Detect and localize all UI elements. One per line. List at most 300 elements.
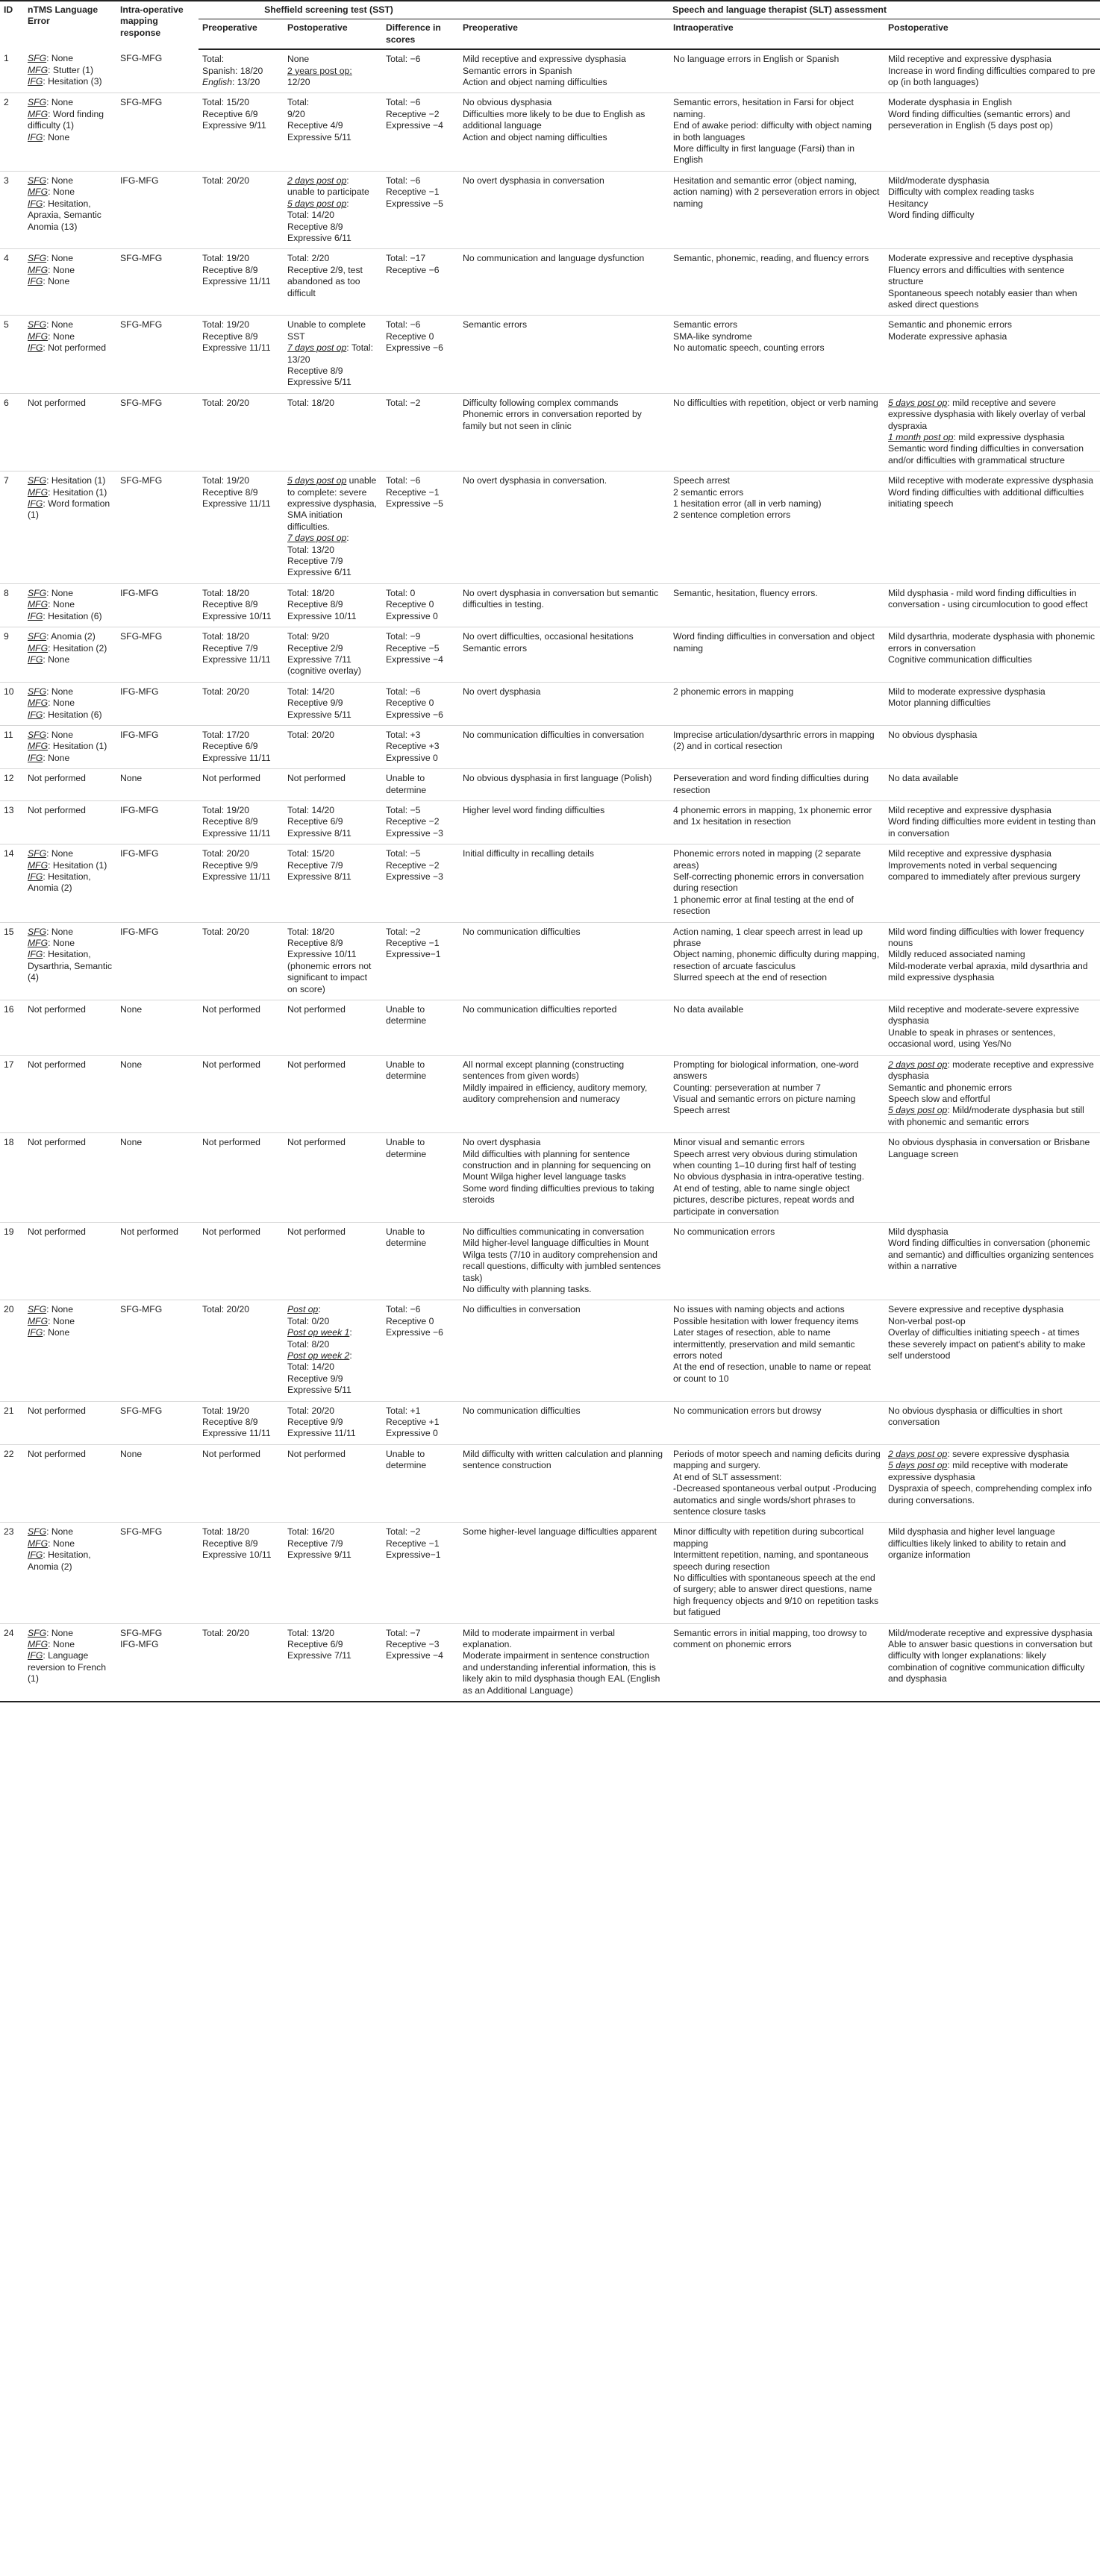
cell-line	[287, 730, 378, 741]
cell-intra	[116, 1055, 199, 1132]
cell-ntms	[24, 1444, 116, 1522]
cell-sst-pre	[199, 1133, 284, 1223]
cell-text: 3	[4, 175, 9, 186]
cell-sst-diff	[382, 627, 459, 683]
cell-text: Severe expressive and receptive dysphasia Non-verbal post-op Overlay of difficulties initiating speech - at times these severely impact on patient's ability to make self understood	[888, 1304, 1086, 1361]
cell-text: Total:	[287, 97, 310, 108]
cell-intra	[116, 316, 199, 393]
cell-sst-pre	[199, 249, 284, 316]
cell-line	[287, 377, 378, 388]
cell-sst-post	[284, 471, 382, 584]
cell-line	[287, 938, 378, 949]
cell-sst-post	[284, 1401, 382, 1444]
table-row	[0, 1000, 1100, 1056]
cell-line	[287, 1004, 378, 1015]
cell-slt-pre	[459, 93, 669, 171]
cell-text: Total: −2 Receptive −1 Expressive−1	[386, 926, 441, 960]
cell-text: 9	[4, 631, 9, 642]
cell-sst-post	[284, 725, 382, 768]
cell-text: IFG-MFG	[120, 926, 159, 937]
cell-text: No overt dysphasia	[463, 686, 541, 697]
cell-text: : mild expressive dysphasia	[953, 432, 1065, 442]
cell-text: MFG	[28, 599, 49, 610]
cell-text: 16	[4, 1004, 14, 1015]
cell-slt-intra	[669, 471, 884, 584]
cell-line	[202, 871, 280, 883]
cell-text: No overt dysphasia in conversation but semantic difficulties in testing.	[463, 587, 659, 610]
cell-line	[202, 1304, 280, 1315]
table-row	[0, 1444, 1100, 1522]
cell-sst-post	[284, 316, 382, 393]
cell-line	[287, 654, 378, 665]
cell-line	[28, 730, 113, 741]
cell-line	[287, 398, 378, 409]
cell-text: 5 days post op	[287, 198, 347, 209]
cell-text: Expressive 5/11	[287, 131, 351, 142]
cell-slt-pre	[459, 1401, 669, 1444]
cell-text: Expressive 11/11	[202, 498, 271, 510]
cell-text: 12	[4, 773, 14, 784]
cell-line	[28, 871, 113, 894]
cell-intra	[116, 682, 199, 725]
cell-text: Total: 18/20	[202, 1526, 250, 1538]
cell-text: No obvious dysphasia	[888, 729, 978, 740]
cell-text: IFG	[28, 949, 43, 960]
cell-line	[28, 331, 113, 342]
cell-ntms	[24, 171, 116, 248]
cell-line	[287, 233, 378, 244]
cell-line	[28, 97, 113, 108]
cell-intra	[116, 393, 199, 471]
cell-text: : Language reversion to French (1)	[28, 1650, 106, 1685]
cell-text: Total: −6 Receptive 0 Expressive −6	[386, 686, 443, 720]
cell-text: Not performed	[287, 1226, 346, 1237]
cell-text: MFG	[28, 741, 49, 752]
cell-text: None	[120, 1137, 143, 1148]
cell-line	[28, 319, 113, 330]
cell-text: Mild receptive and expressive dysphasia Semantic errors in Spanish Action and object naming difficulties	[463, 54, 626, 88]
cell-text: Total: −2	[386, 397, 421, 408]
cell-slt-intra	[669, 171, 884, 248]
cell-line	[28, 1639, 113, 1650]
cell-id	[0, 471, 24, 584]
table-row	[0, 583, 1100, 627]
cell-text: SFG-MFG	[120, 631, 163, 642]
cell-text: No overt dysphasia in conversation	[463, 175, 604, 186]
cell-text: Speech slow and effortful	[888, 1093, 990, 1104]
cell-slt-post	[884, 682, 1100, 725]
cell-text: Total: 15/20	[287, 848, 335, 859]
cell-text: Expressive 10/11	[287, 610, 357, 621]
cell-text: : mild receptive with moderate expressive dysphasia	[888, 1460, 1069, 1482]
cell-text: Some higher-level language difficulties apparent	[463, 1526, 657, 1538]
cell-text: Expressive 10/11	[287, 949, 357, 960]
cell-text: Not performed	[202, 1059, 260, 1070]
cell-id	[0, 922, 24, 1000]
cell-line	[287, 54, 378, 65]
cell-sst-pre	[199, 1055, 284, 1132]
cell-intra	[116, 627, 199, 683]
cell-text: No communication difficulties in conversation	[463, 729, 644, 740]
cell-slt-intra	[669, 1222, 884, 1300]
cell-slt-intra	[669, 1401, 884, 1444]
cell-slt-intra	[669, 1523, 884, 1623]
cell-sst-post	[284, 49, 382, 93]
cell-line	[28, 53, 113, 64]
cell-intra	[116, 1222, 199, 1300]
cell-ntms	[24, 1401, 116, 1444]
cell-line	[287, 222, 378, 233]
cell-text: Total:	[202, 54, 225, 65]
cell-text: Post op	[287, 1304, 319, 1315]
cell-text: SFG	[28, 587, 47, 598]
cell-text: : Hesitation (6)	[43, 709, 102, 720]
cell-text: 4	[4, 253, 9, 264]
cell-text: SFG-MFG	[120, 1526, 163, 1538]
cell-text: Total: 20/20	[202, 848, 250, 859]
cell-sst-diff	[382, 922, 459, 1000]
cell-sst-post	[284, 583, 382, 627]
cell-text: Higher level word finding difficulties	[463, 804, 605, 815]
cell-text: IFG	[28, 752, 43, 763]
table-row	[0, 1401, 1100, 1444]
col-header-sst-post: Postoperative	[284, 19, 382, 49]
cell-intra	[116, 1000, 199, 1056]
cell-sst-pre	[199, 922, 284, 1000]
cell-text: 8	[4, 587, 9, 598]
cell-line	[287, 848, 378, 859]
cell-text: Expressive 11/11	[202, 342, 271, 354]
cell-sst-diff	[382, 171, 459, 248]
cell-text: Semantic errors	[463, 319, 528, 330]
cell-text: IFG	[28, 342, 43, 354]
cell-text: Receptive 8/9	[202, 264, 258, 275]
cell-text: No communication difficulties	[463, 926, 581, 937]
cell-line	[202, 1449, 280, 1460]
cell-intra	[116, 171, 199, 248]
cell-text: Total: 14/20	[287, 1361, 335, 1373]
cell-line	[287, 686, 378, 698]
cell-text: 18	[4, 1137, 14, 1148]
cell-line	[28, 487, 113, 498]
cell-slt-intra	[669, 922, 884, 1000]
cell-text: IFG	[28, 76, 43, 87]
cell-line	[287, 253, 378, 264]
cell-line	[287, 556, 378, 567]
cell-line	[28, 475, 113, 486]
cell-slt-pre	[459, 471, 669, 584]
cell-line	[28, 805, 113, 816]
cell-text: Not performed	[28, 773, 86, 784]
cell-text: 1	[4, 53, 9, 64]
col-group-sst: Sheffield screening test (SST)	[199, 1, 459, 19]
cell-line	[202, 1549, 280, 1561]
cell-text: Total: −6 Receptive 0 Expressive −6	[386, 319, 443, 354]
cell-text: Expressive 11/11	[202, 1428, 271, 1439]
cell-line	[202, 927, 280, 938]
cell-text: Receptive 8/9	[287, 365, 343, 376]
cell-ntms	[24, 93, 116, 171]
cell-sst-pre	[199, 725, 284, 768]
cell-line	[888, 432, 1096, 443]
cell-text: Not performed	[202, 1448, 260, 1459]
cell-text: Total: +3 Receptive +3 Expressive 0	[386, 729, 440, 763]
cell-intra	[116, 49, 199, 93]
cell-line	[287, 816, 378, 827]
cell-id	[0, 844, 24, 922]
cell-text: Total: 2/20	[287, 253, 330, 264]
cell-slt-post	[884, 316, 1100, 393]
cell-text: No communication difficulties reported	[463, 1004, 617, 1015]
cell-slt-pre	[459, 1222, 669, 1300]
cell-text: MFG	[28, 187, 49, 198]
table-row	[0, 800, 1100, 844]
cell-line	[28, 643, 113, 654]
cell-slt-post	[884, 1222, 1100, 1300]
cell-text: MFG	[28, 108, 49, 119]
cell-line	[888, 398, 1096, 432]
cell-sst-diff	[382, 1000, 459, 1056]
cell-id	[0, 249, 24, 316]
cell-line	[287, 611, 378, 622]
cell-sst-pre	[199, 1401, 284, 1444]
cell-ntms	[24, 316, 116, 393]
cell-text: Expressive 11/11	[202, 276, 271, 287]
cell-text: : 13/20	[231, 77, 260, 88]
cell-sst-diff	[382, 49, 459, 93]
cell-id	[0, 800, 24, 844]
cell-line	[28, 698, 113, 709]
cell-sst-diff	[382, 316, 459, 393]
cell-sst-pre	[199, 1623, 284, 1702]
cell-line	[287, 1449, 378, 1460]
cell-text: Total: −5 Receptive −2 Expressive −3	[386, 804, 443, 839]
cell-text: Receptive 8/9	[202, 1417, 258, 1428]
cell-text: Total: 18/20	[287, 587, 335, 598]
cell-sst-diff	[382, 583, 459, 627]
cell-text: Difficulty following complex commands Phonemic errors in conversation reported by family but not seen in clinic	[463, 397, 642, 431]
cell-line	[28, 1449, 113, 1460]
cell-text: : None	[46, 319, 73, 330]
cell-slt-post	[884, 1444, 1100, 1522]
cell-text: Unable to determine	[386, 1059, 427, 1082]
cell-slt-post	[884, 1401, 1100, 1444]
cell-text: Not performed	[287, 1137, 346, 1148]
cell-text: Mild word finding difficulties with lower frequency nouns Mildly reduced associated naming Mild-moderate verbal apraxia, mild dysarthria and mild expressive dysphasia	[888, 926, 1088, 983]
cell-text: Mild dysphasia Word finding difficulties in conversation (phonemic and semantic) and difficulties organizing sentences within a narrative	[888, 1226, 1094, 1272]
cell-text: Total: 19/20	[202, 475, 250, 486]
cell-text: Not performed	[120, 1226, 178, 1237]
cell-line	[202, 1226, 280, 1238]
cell-line	[287, 709, 378, 721]
cell-text: Receptive 7/9	[287, 556, 343, 567]
cell-text: IFG	[28, 131, 43, 142]
cell-sst-post	[284, 922, 382, 1000]
cell-sst-diff	[382, 1133, 459, 1223]
cell-text: : Hesitation, Anomia (2)	[28, 871, 91, 894]
cell-text: Unable to determine	[386, 1226, 427, 1249]
cell-text: : None	[46, 587, 73, 598]
cell-text: None	[120, 773, 143, 784]
cell-slt-intra	[669, 1133, 884, 1223]
cell-sst-diff	[382, 800, 459, 844]
cell-line	[287, 1385, 378, 1396]
cell-slt-pre	[459, 1000, 669, 1056]
cell-text: :	[349, 1327, 352, 1338]
cell-intra	[116, 93, 199, 171]
cell-slt-post	[884, 1623, 1100, 1702]
cell-text: SFG-MFG	[120, 97, 163, 108]
cell-text: Total: 18/20	[287, 926, 335, 937]
cell-line	[287, 210, 378, 221]
cell-text: Semantic and phonemic errors	[888, 1082, 1012, 1093]
cell-id	[0, 1222, 24, 1300]
cell-text: No communication errors but drowsy	[673, 1405, 822, 1416]
cell-sst-post	[284, 627, 382, 683]
cell-text: Total: 20/20	[287, 1405, 335, 1416]
cell-line	[28, 1538, 113, 1549]
cell-line	[28, 1549, 113, 1573]
cell-slt-intra	[669, 49, 884, 93]
cell-line	[28, 1226, 113, 1238]
cell-sst-pre	[199, 1444, 284, 1522]
cell-text: Expressive 6/11	[287, 232, 351, 243]
cell-sst-diff	[382, 769, 459, 801]
cell-text: Mild receptive and expressive dysphasia Improvements noted in verbal sequencing compared to immediately after previous surgery	[888, 848, 1081, 882]
col-header-intra: Intra-operative mapping response	[116, 1, 199, 49]
cell-sst-post	[284, 1222, 382, 1300]
cell-text: : Not performed	[43, 342, 106, 354]
cell-text: Semantic, hesitation, fluency errors.	[673, 587, 818, 598]
cell-text: Receptive 9/9	[287, 698, 343, 709]
table-row	[0, 93, 1100, 171]
cell-text: No overt dysphasia Mild difficulties with planning for sentence construction and in planning for sequencing on Mount Wilga higher level language tasks Some word finding difficulties previous to taking steroids	[463, 1137, 654, 1206]
cell-line	[28, 686, 113, 698]
cell-text: Not performed	[28, 1004, 86, 1015]
cell-line	[287, 1639, 378, 1650]
cell-text: : Anomia (2)	[46, 631, 96, 642]
cell-text: SFG-MFG	[120, 1405, 163, 1416]
cell-text: Moderate dysphasia in English Word finding difficulties (semantic errors) and perseveration in English (5 days post op)	[888, 97, 1071, 131]
cell-text: Total: −6 Receptive −1 Expressive −5	[386, 475, 443, 510]
cell-sst-pre	[199, 583, 284, 627]
cell-text: MFG	[28, 330, 49, 342]
cell-text: 7 days post op	[287, 342, 347, 354]
cell-text: Receptive 6/9	[287, 816, 343, 827]
cell-text: : None	[43, 1327, 70, 1338]
cell-slt-pre	[459, 1523, 669, 1623]
cell-line	[202, 487, 280, 498]
cell-text: No overt difficulties, occasional hesitations Semantic errors	[463, 631, 634, 654]
cell-text: Not performed	[28, 1137, 86, 1148]
cell-text: Not performed	[202, 1004, 260, 1015]
cell-text: : Hesitation, Anomia (2)	[28, 1549, 91, 1572]
cell-text: 2 days post op	[888, 1448, 948, 1459]
cell-ntms	[24, 725, 116, 768]
cell-id	[0, 769, 24, 801]
cell-text: SFG	[28, 1627, 47, 1638]
cell-line	[28, 65, 113, 76]
cell-text: SFG-MFG	[120, 319, 163, 330]
cell-sst-pre	[199, 769, 284, 801]
cell-text: Not performed	[28, 397, 86, 408]
cell-text: IFG	[28, 276, 43, 287]
cell-text: Receptive 8/9	[202, 330, 258, 342]
cell-sst-pre	[199, 93, 284, 171]
cell-text: Perseveration and word finding difficulties during resection	[673, 773, 869, 795]
cell-text: No obvious dysphasia in conversation or Brisbane Language screen	[888, 1137, 1090, 1159]
cell-text: Expressive 9/11	[287, 1549, 351, 1561]
cell-text: Imprecise articulation/dysarthric errors in mapping (2) and in cortical resection	[673, 729, 875, 752]
cell-slt-intra	[669, 769, 884, 801]
cell-sst-post	[284, 93, 382, 171]
cell-text: Total: 9/20	[287, 631, 330, 642]
cell-line	[28, 76, 113, 87]
cell-ntms	[24, 769, 116, 801]
cell-slt-intra	[669, 844, 884, 922]
cell-text: Total: 20/20	[202, 175, 250, 186]
cell-text: Expressive 6/11	[287, 567, 351, 578]
cell-text: Receptive 2/9, test abandoned as too difficult	[287, 264, 363, 298]
cell-ntms	[24, 583, 116, 627]
cell-id	[0, 725, 24, 768]
cell-slt-pre	[459, 49, 669, 93]
cell-text: : None	[46, 175, 73, 186]
cell-text: Expressive 5/11	[287, 709, 351, 720]
cell-text: Not performed	[28, 1405, 86, 1416]
cell-text: Unable to determine	[386, 1004, 427, 1027]
cell-line	[202, 631, 280, 642]
cell-text: Mild receptive and expressive dysphasia Word finding difficulties more evident in testing than in conversation	[888, 804, 1096, 839]
cell-line	[202, 265, 280, 276]
col-header-slt-pre: Preoperative	[459, 19, 669, 49]
cell-text: 15	[4, 926, 14, 937]
cell-text: : None	[48, 1538, 75, 1549]
cell-slt-pre	[459, 171, 669, 248]
table-row	[0, 627, 1100, 683]
cell-text: Expressive 7/11	[287, 654, 351, 665]
cell-text: SFG	[28, 53, 47, 64]
cell-line	[202, 805, 280, 816]
cell-text: Total: 0 Receptive 0 Expressive 0	[386, 587, 438, 621]
cell-text: Mild to moderate impairment in verbal explanation. Moderate impairment in sentence construction and understanding inferential information, this is likely akin to mild dysphasia though EAL (English as an Additional Language)	[463, 1627, 660, 1696]
cell-line	[287, 1059, 378, 1071]
cell-intra	[116, 1444, 199, 1522]
cell-line	[202, 342, 280, 354]
cell-text: : Hesitation (1)	[46, 475, 106, 486]
cell-text: 12/20	[287, 77, 310, 88]
cell-sst-diff	[382, 682, 459, 725]
cell-text: Total: 20/20	[287, 729, 335, 740]
cell-text: Not performed	[287, 1448, 346, 1459]
cell-text: SFG	[28, 253, 47, 264]
cell-slt-post	[884, 1055, 1100, 1132]
cell-line	[287, 120, 378, 131]
table-row	[0, 49, 1100, 93]
cell-slt-pre	[459, 725, 669, 768]
cell-text: : None	[48, 187, 75, 198]
cell-text: 7 days post op	[287, 533, 347, 544]
cell-line	[287, 175, 378, 198]
cell-line	[28, 1316, 113, 1327]
cell-text: 5 days post op	[287, 475, 347, 486]
cell-line	[287, 533, 378, 544]
cell-text: Expressive 11/11	[202, 654, 271, 665]
cell-sst-diff	[382, 1222, 459, 1300]
cell-text: Expressive 11/11	[287, 1428, 356, 1439]
cell-line	[287, 1226, 378, 1238]
cell-text: 22	[4, 1448, 14, 1459]
